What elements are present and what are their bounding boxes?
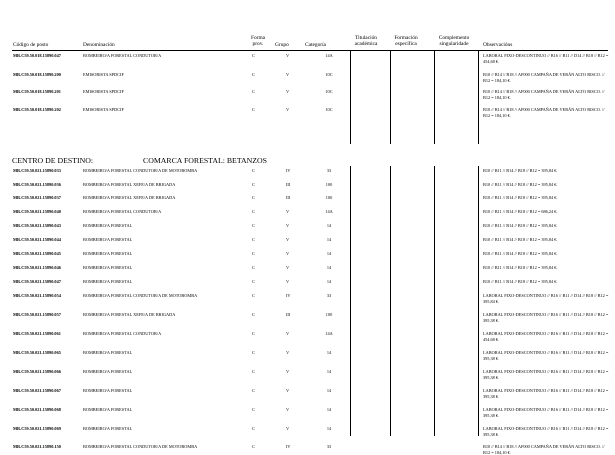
cell-code: MR.C59.50.021.15890.069 xyxy=(13,426,61,431)
cell-grupo: V xyxy=(286,369,290,374)
header-codigo: Código de posto xyxy=(13,42,49,48)
cell-den: BOMBEIRO/A FORESTAL xyxy=(83,426,133,431)
cell-code: MR.C59.50.021.15890.068 xyxy=(13,407,61,412)
cell-code: MR.C59.50.021.15890.065 xyxy=(13,350,61,355)
cell-den: BOMBEIRO/A FORESTAL CONDUTOR/A DE MOTOBOMBA xyxy=(83,293,198,298)
cell-den: BOMBEIRO/A FORESTAL xyxy=(83,251,133,256)
cell-code: MR.C59.50.021.15890.046 xyxy=(13,265,61,270)
cell-code: MR.C59.50.021.15890.045 xyxy=(13,251,61,256)
cell-grupo: V xyxy=(286,279,290,284)
cell-code: MR.C59.50.021.15890.036 xyxy=(13,182,61,187)
cell-grupo: V xyxy=(286,426,290,431)
cell-code: MR.C59.50.021.15890.061 xyxy=(13,331,61,336)
header-observacions: Observacións xyxy=(483,42,513,48)
cell-grupo: III xyxy=(286,182,291,187)
cell-grupo: V xyxy=(286,350,290,355)
cell-obs: LABORAL FIXO-DESCONTINUO // B16 // B11 // D14 // B18 // B12 = 395,84 €. xyxy=(483,293,609,304)
cell-forma: C xyxy=(252,265,255,270)
cell-forma: C xyxy=(252,312,255,317)
cell-obs: LABORAL FIXO-DESCONTINUO // B16 // B11 // D14 // B18 // B12 = 395,38 €. xyxy=(483,426,609,437)
cell-obs: B10 // B14 // B18 // AF000 CAMPAÑA DE VERÁN ALTO RISCO. // B12 = 184,10 €. xyxy=(483,444,605,455)
cell-obs: B10 // B11 // B14 // B18 // B12 = 395,84 €. xyxy=(483,251,558,256)
cell-cat: 33 xyxy=(326,293,332,298)
cell-forma: C xyxy=(252,168,255,173)
cell-den: BOMBEIRO/A FORESTAL xyxy=(83,407,133,412)
cell-grupo: V xyxy=(286,251,290,256)
divider-titulacion xyxy=(350,166,351,436)
divider-titulacion xyxy=(350,50,351,144)
cell-grupo: V xyxy=(286,223,290,228)
divider-observacions xyxy=(478,50,479,144)
cell-cat: 14 xyxy=(326,279,332,284)
cell-forma: C xyxy=(252,223,255,228)
cell-code: MR.C59.50.021.15890.033 xyxy=(13,168,61,173)
cell-grupo: III xyxy=(286,312,291,317)
cell-forma: C xyxy=(252,444,255,449)
cell-code: MR.C59.50.021.15890.066 xyxy=(13,369,61,374)
cell-forma: C xyxy=(252,331,255,336)
cell-den: BOMBEIRO/A FORESTAL CONDUTOR/A xyxy=(83,209,162,214)
cell-code: MR.C59.50.021.15890.067 xyxy=(13,388,61,393)
cell-code: MR.C59.50.021.15890.043 xyxy=(13,223,61,228)
cell-obs: LABORAL FIXO-DESCONTINUO // B16 // B11 // D14 // B18 // B12 = 395,38 €. xyxy=(483,369,609,380)
cell-obs: B10 // B11 // B14 // B18 // B12 = 395,84 €. xyxy=(483,168,558,173)
cell-grupo: IV xyxy=(286,293,291,298)
cell-grupo: V xyxy=(286,265,290,270)
cell-cat: 14 xyxy=(326,251,332,256)
cell-code: MR.C59.50.021.15890.037 xyxy=(13,195,61,200)
cell-obs: B10 // B11 // B14 // B18 // B12 = 395,84 €. xyxy=(483,237,558,242)
cell-forma: C xyxy=(252,209,255,214)
cell-cat: 14A xyxy=(325,209,333,214)
cell-cat: 14 xyxy=(326,350,332,355)
header-grupo: Grupo xyxy=(275,42,289,48)
cell-cat: 14A xyxy=(325,331,333,336)
header-rule xyxy=(12,50,608,51)
cell-cat: 14 xyxy=(326,223,332,228)
cell-forma: C xyxy=(252,182,255,187)
header-categoria: Categoría xyxy=(305,42,326,48)
header-forma: Forma prov. xyxy=(250,35,266,47)
cell-den: BOMBEIRO/A FORESTAL xyxy=(83,388,133,393)
cell-forma: C xyxy=(252,369,255,374)
section-value: COMARCA FORESTAL: BETANZOS xyxy=(143,156,267,165)
cell-cat: 100 xyxy=(325,182,333,187)
header-titulacion: Titulación académica xyxy=(354,35,378,47)
cell-grupo: IV xyxy=(286,444,291,449)
header-formacion: Formación específica xyxy=(394,35,418,47)
divider-complemento xyxy=(434,50,435,144)
cell-den: BOMBEIRO/A FORESTAL xyxy=(83,279,133,284)
cell-cat: 14 xyxy=(326,388,332,393)
cell-den: BOMBEIRO/A FORESTAL xyxy=(83,265,133,270)
cell-den: BOMBEIRO/A FORESTAL XEFE/A DE BRIGADA xyxy=(83,182,176,187)
cell-forma: C xyxy=(252,350,255,355)
cell-forma: C xyxy=(252,251,255,256)
cell-den: BOMBEIRO/A FORESTAL CONDUTOR/A DE MOTOBOMBA xyxy=(83,444,198,449)
cell-den: BOMBEIRO/A FORESTAL CONDUTOR/A DE MOTOBOMBA xyxy=(83,168,198,173)
divider-complemento xyxy=(434,166,435,436)
cell-forma: C xyxy=(252,293,255,298)
cell-code: MR.C59.50.021.15890.054 xyxy=(13,293,61,298)
cell-grupo: V xyxy=(286,209,290,214)
cell-cat: 14 xyxy=(326,237,332,242)
cell-cat: 100 xyxy=(325,312,333,317)
cell-cat: 100 xyxy=(325,195,333,200)
divider-observacions xyxy=(478,166,479,436)
cell-forma: C xyxy=(252,279,255,284)
cell-code: MR.C59.50.021.15890.150 xyxy=(13,444,61,449)
cell-obs: LABORAL FIXO-DESCONTINUO // B16 // B11 // D14 // B18 // B12 = 395,38 €. xyxy=(483,312,609,323)
cell-forma: C xyxy=(252,388,255,393)
cell-obs: B10 // B11 // B14 // B18 // B12 = 395,84 €. xyxy=(483,265,558,270)
cell-obs: B10 // B11 // B14 // B18 // B12 = 686,24 €. xyxy=(483,209,558,214)
cell-grupo: III xyxy=(286,195,291,200)
cell-den: BOMBEIRO/A FORESTAL XEFE/A DE BRIGADA xyxy=(83,195,176,200)
cell-den: BOMBEIRO/A FORESTAL xyxy=(83,223,133,228)
cell-den: BOMBEIRO/A FORESTAL xyxy=(83,350,133,355)
cell-cat: 14 xyxy=(326,265,332,270)
cell-den: BOMBEIRO/A FORESTAL CONDUTOR/A xyxy=(83,331,162,336)
cell-obs: B10 // B11 // B14 // B18 // B12 = 395,84 €. xyxy=(483,182,558,187)
cell-obs: LABORAL FIXO-DESCONTINUO // B16 // B11 // D14 // B18 // B12 = 395,38 €. xyxy=(483,350,609,361)
cell-obs: LABORAL FIXO-DESCONTINUO // B16 // B11 // D14 // B18 // B12 = 395,38 €. xyxy=(483,388,609,399)
cell-forma: C xyxy=(252,237,255,242)
cell-den: BOMBEIRO/A FORESTAL xyxy=(83,237,133,242)
section-label: CENTRO DE DESTINO: xyxy=(12,156,93,165)
cell-code: MR.C59.50.021.15890.047 xyxy=(13,279,61,284)
cell-den: BOMBEIRO/A FORESTAL XEFE/A DE BRIGADA xyxy=(83,312,176,317)
cell-den: BOMBEIRO/A FORESTAL xyxy=(83,369,133,374)
header-complemento: Complemento singularidade xyxy=(438,35,470,47)
cell-obs: B10 // B11 // B14 // B18 // B12 = 395,84 €. xyxy=(483,195,558,200)
cell-forma: C xyxy=(252,195,255,200)
document-page: Código de posto Denominación Forma prov. Grupo Categoría Titulación académica Formación específica Complemento singularidade Observacións MR.C59.50.018.15890.047 BOMBEIRO/A FORESTAL CONDUTOR/A C V 14A LABORAL FIXO-DESCONTINUO // B16 // B11 // D14 // B18 // B12 = 454,68 €. MR.C59.50.018.15890.200 EMISORISTA SPDCIF C V 10C B10 // B14 // B18 // AF000 CAMPAÑA DE VERÁN ALTO RISCO. // B12 = 184,10 €. MR.C59.50.018.15890.201 EMISORISTA SPDCIF C V 10C B10 // B14 // B18 // AF000 CAMPAÑA DE VERÁN ALTO RISCO. // B12 = 184,10 €. MR.C59.50.018.15890.202 EMISORISTA SPDCIF C V 10C B10 // B14 // B18 // AF000 CAMPAÑA DE VERÁN ALTO RISCO. // B12 = 184,10 €. CENTRO DE DESTINO: COMARCA FORESTAL: BETANZOS MR.C59.50.021.15890.033 BOMBEIRO/A FORESTAL CONDUTOR/A DE MOTOBOMBA C IV 33 B10 // B11 // B14 // B18 // B12 = 395,84 €. MR.C59.50.021.15890.036 BOMBEIRO/A FORESTAL XEFE/A DE BRIGADA C III 100 B10 // B11 // B14 // B18 // B12 = 395,84 €. MR.C59.50.021.15890.037 BOMBEIRO/A FORESTAL XEFE/A DE BRIGADA C III 100 B10 // B11 // B14 // B18 // B12 = 395,84 €. MR.C59.50.021.15890.040 BOMBEIRO/A FORESTAL CONDUTOR/A C V 14A B10 // B11 // B14 // B18 // B12 = 686,24 €. MR.C59.50.021.15890.043 BOMBEIRO/A FORESTAL C V 14 B10 // B11 // B14 // B18 // B12 = 395,84 €. MR.C59.50.021.15890.044 BOMBEIRO/A FORESTAL C V 14 B10 // B11 // B14 // B18 // B12 = 395,84 €. MR.C59.50.021.15890.045 BOMBEIRO/A FORESTAL C V 14 B10 // B11 // B14 // B18 // B12 = 395,84 €. MR.C59.50.021.15890.046 BOMBEIRO/A FORESTAL C V 14 B10 // B11 // B14 // B18 // B12 = 395,84 €. MR.C59.50.021.15890.047 BOMBEIRO/A FORESTAL C V 14 B10 // B11 // B14 // B18 // B12 = 395,84 €. MR.C59.50.021.15890.054 BOMBEIRO/A FORESTAL CONDUTOR/A DE MOTOBOMBA C IV 33 LABORAL FIXO-DESCONTINUO // B16 // B11 // D14 // B18 // B12 = 395,84 €. MR.C59.50.021.15890.057 BOMBEIRO/A FORESTAL XEFE/A DE BRIGADA C III 100 LABORAL FIXO-DESCONTINUO // B16 // B11 // D14 // B18 // B12 = 395,38 €. MR.C59.50.021.15890.061 BOMBEIRO/A FORESTAL CONDUTOR/A C V 14A LABORAL FIXO-DESCONTINUO // B16 // B11 // D14 // B18 // B12 = 454,68 €. MR.C59.50.021.15890.065 BOMBEIRO/A FORESTAL C V 14 LABORAL FIXO-DESCONTINUO // B16 // B11 // D14 // B18 // B12 = 395,38 €. MR.C59.50.021.15890.066 BOMBEIRO/A FORESTAL C V 14 LABORAL FIXO-DESCONTINUO // B16 // B11 // D14 // B18 // B12 = 395,38 €. MR.C59.50.021.15890.067 BOMBEIRO/A FORESTAL C V 14 LABORAL FIXO-DESCONTINUO // B16 // B11 // D14 // B18 // B12 = 395,38 €. MR.C59.50.021.15890.068 BOMBEIRO/A FORESTAL C V 14 LABORAL FIXO-DESCONTINUO // B16 // B11 // D14 // B18 // B12 = 395,38 €. MR.C59.50.021.15890.069 BOMBEIRO/A FORESTAL C V 14 LABORAL FIXO-DESCONTINUO // B16 // B11 // D14 // B18 // B12 = 395,38 €. MR.C59.50.021.15890.150 BOMBEIRO/A FORESTAL CONDUTOR/A DE MOTOBOMBA C IV 33 B10 // B14 // B18 // AF000 CAMPAÑA DE VERÁN ALTO RISCO. // B12 = 184,10 €. xyxy=(12,35,609,455)
cell-cat: 14 xyxy=(326,369,332,374)
cell-cat: 14 xyxy=(326,426,332,431)
cell-code: MR.C59.50.021.15890.057 xyxy=(13,312,61,317)
cell-obs: LABORAL FIXO-DESCONTINUO // B16 // B11 // D14 // B18 // B12 = 395,38 €. xyxy=(483,407,609,418)
cell-grupo: V xyxy=(286,388,290,393)
cell-forma: C xyxy=(252,407,255,412)
cell-code: MR.C59.50.021.15890.040 xyxy=(13,209,61,214)
divider-formacion xyxy=(390,50,391,144)
cell-grupo: IV xyxy=(286,168,291,173)
header-denominacion: Denominación xyxy=(83,42,115,48)
divider-formacion xyxy=(390,166,391,436)
cell-obs: LABORAL FIXO-DESCONTINUO // B16 // B11 // D14 // B18 // B12 = 454,68 €. xyxy=(483,331,609,342)
cell-cat: 33 xyxy=(326,444,332,449)
cell-cat: 14 xyxy=(326,407,332,412)
cell-obs: B10 // B11 // B14 // B18 // B12 = 395,84 €. xyxy=(483,279,558,284)
cell-cat: 33 xyxy=(326,168,332,173)
cell-grupo: V xyxy=(286,331,290,336)
cell-obs: B10 // B11 // B14 // B18 // B12 = 395,84 €. xyxy=(483,223,558,228)
cell-grupo: V xyxy=(286,407,290,412)
cell-code: MR.C59.50.021.15890.044 xyxy=(13,237,61,242)
cell-grupo: V xyxy=(286,237,290,242)
cell-forma: C xyxy=(252,426,255,431)
